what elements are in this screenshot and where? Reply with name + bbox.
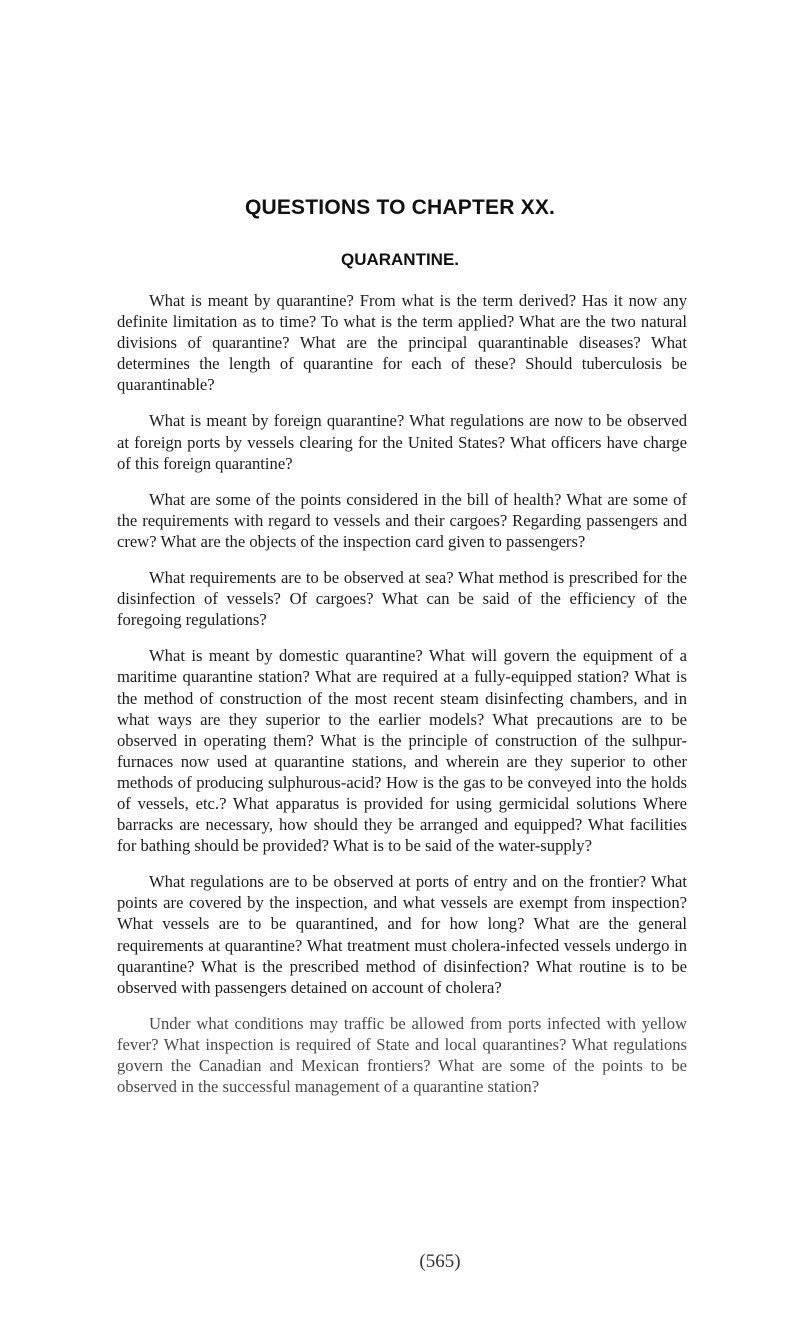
paragraph-definition: What is meant by quarantine? From what is the term derived? Has it now any definite limitation as to time? To what is the term applied? What are the two natural divisions of quarantine? What are the principal quarantinable diseases? What determines the length of quarantine for each of these? Should tuberculosis be quarantinable?	[117, 291, 687, 395]
page-number: (565)	[419, 1251, 461, 1272]
section-title: QUARANTINE.	[340, 250, 460, 269]
paragraph-at-sea: What requirements are to be observed at sea? What method is prescribed for the disinfection of vessels? Of cargoes? What can be said of the efficiency of the foregoing regulations?	[117, 568, 687, 630]
paragraph-bill-of-health: What are some of the points considered in the bill of health? What are some of the requirements with regard to vessels and their cargoes? Regarding passengers and crew? What are the objects of the inspection card given to passengers?	[117, 489, 687, 551]
paragraph-yellow-fever: Under what conditions may traffic be allowed from ports infected with yellow fever? What inspection is required of State and local quarantines? What regulations govern the Canadian and Mexican frontiers? What are some of the points to be observed in the successful management of a quarantine station?	[117, 1013, 687, 1097]
questions-body	[117, 290, 687, 1112]
paragraph-domestic-quarantine: What is meant by domestic quarantine? What will govern the equipment of a maritime quarantine station? What are required at a fully-equipped station? What is the method of construction of the most recent steam disinfecting chambers, and in what ways are they superior to the earlier models? What precautions are to be observed in operating them? What is the principle of construction of the sulhpur-furnaces now used at quarantine stations, and wherein are they superior to other methods of producing sulphurous-acid? How is the gas to be conveyed into the holds of vessels, etc.? What apparatus is provided for using germicidal solutions Where barracks are necessary, how should they be arranged and equipped? What facilities for bathing should be provided? What is to be said of the water-supply?	[117, 646, 687, 856]
paragraph-ports-of-entry: What regulations are to be observed at ports of entry and on the frontier? What points are covered by the inspection, and what vessels are exempt from inspection? What vessels are to be quarantined, and for how long? What are the general requirements at quarantine? What treatment must cholera-infected vessels undergo in quarantine? What is the prescribed method of disinfection? What routine is to be observed with passengers detained on account of cholera?	[117, 872, 687, 997]
chapter-title: QUESTIONS TO CHAPTER XX.	[244, 196, 556, 219]
paragraph-foreign-quarantine: What is meant by foreign quarantine? What regulations are now to be observed at foreign ports by vessels clearing for the United States? What officers have charge of this foreign quarantine?	[117, 411, 687, 473]
